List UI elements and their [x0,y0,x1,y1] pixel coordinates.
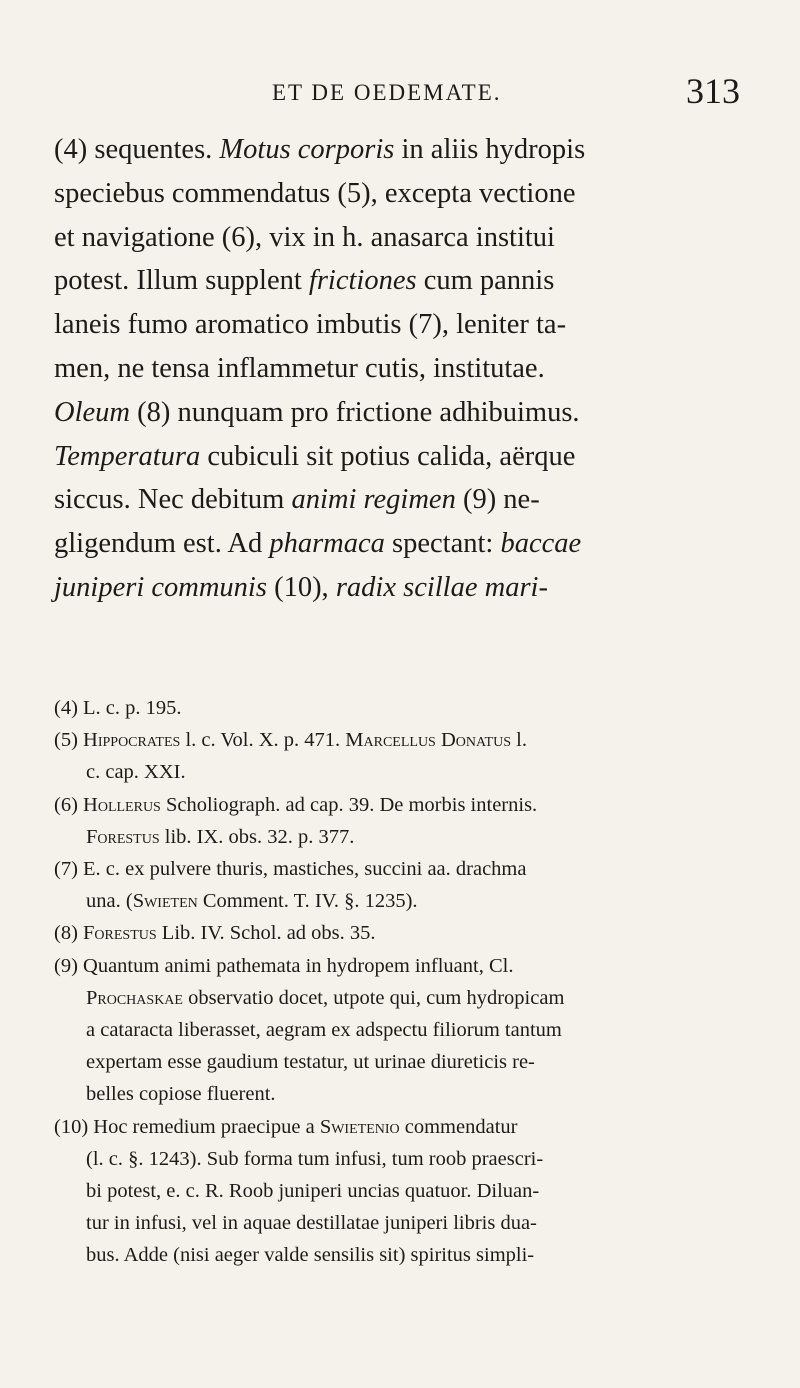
text-run: commendatur [399,1115,518,1138]
footnote-continuation [54,1046,744,1078]
italic-text: juniperi communis [54,571,267,603]
italic-text: Motus corporis [219,134,395,165]
text-run: cubiculi sit potius calida, aërque [200,440,576,472]
footnote-continuation [54,821,744,853]
main-text [54,128,742,610]
footnote-continuation [54,1207,744,1239]
text-line [54,216,742,260]
text-run: (4) L. c. p. 195. [54,697,182,719]
text-line [54,391,742,435]
italic-text: frictiones [308,265,417,297]
text-run: gligendum est. Ad [54,528,270,560]
footnote-continuation [54,982,744,1014]
footnote-continuation [54,1143,744,1175]
author-name: Marcellus Donatus [345,729,512,752]
text-line [54,522,742,566]
text-run: Comment. T. IV. §. 1235). [197,890,418,913]
footnote [54,692,744,724]
text-run: et navigatione (6), vix in h. anasarca institui [54,221,555,253]
footnote [54,789,744,821]
text-run: (5) [54,729,84,752]
text-run: speciebus commendatus (5), excepta vectione [54,177,576,209]
text-line [54,128,742,172]
text-run: (9) ne- [455,484,540,516]
footnotes [54,692,744,1272]
text-run: bus. Adde (nisi aeger valde sensilis sit) spiritus simpli- [86,1244,535,1267]
footnote [54,917,744,949]
text-run: siccus. Nec debitum [54,484,292,516]
footnote-continuation [54,1014,744,1046]
text-line [54,566,742,610]
text-run: laneis fumo aromatico imbutis (7), leniter ta- [54,309,567,341]
author-name: Forestus [86,825,160,848]
text-run: (10), [266,571,336,603]
text-run: a cataracta liberasset, aegram ex adspectu filiorum tantum [86,1019,562,1042]
text-line [54,259,742,303]
page-number: 313 [686,71,740,111]
author-name: Swieten [132,890,198,913]
text-run: lib. IX. obs. 32. p. 377. [159,825,355,848]
italic-text: radix scillae mari- [335,571,548,603]
text-run: Scholiograph. ad cap. 39. De morbis internis. [160,793,538,816]
text-run: (10) Hoc remedium praecipue a [54,1115,320,1138]
text-run: (8) [54,922,84,945]
text-run: observatio docet, utpote qui, cum hydropicam [182,986,565,1009]
footnote-continuation [54,756,744,788]
text-run: tur in infusi, vel in aquae destillatae juniperi libris dua- [86,1212,537,1235]
footnote [54,950,744,982]
text-line [54,347,742,391]
text-run: belles copiose fluerent. [86,1083,276,1106]
italic-text: Temperatura [54,440,201,472]
text-line [54,172,742,216]
text-run: potest. Illum supplent [54,265,309,297]
text-run: expertam esse gaudium testatur, ut urinae diureticis re- [86,1051,535,1074]
author-name: Prochaskae [86,986,183,1009]
text-line [54,435,742,479]
text-run: una. ( [86,890,133,913]
text-run: spectant: [384,528,501,560]
footnote-continuation [54,1239,744,1271]
italic-text: animi regimen [291,484,456,516]
footnote [54,724,744,756]
text-run: bi potest, e. c. R. Roob juniperi uncias quatuor. Diluan- [86,1180,540,1203]
text-run: (8) nunquam pro frictione adhibuimus. [129,396,580,428]
author-name: Forestus [83,922,157,945]
text-run: (7) E. c. ex pulvere thuris, mastiches, succini aa. drachma [54,858,527,881]
running-title: ET DE OEDEMATE. [272,80,502,105]
text-run: l. c. Vol. X. p. 471. [180,729,346,752]
footnote [54,853,744,885]
text-run: cum pannis [416,265,555,297]
footnote-continuation [54,1078,744,1110]
text-line [54,303,742,347]
author-name: Hippocrates [83,729,181,752]
italic-text: Oleum [54,396,130,428]
text-run: l. [511,729,527,752]
author-name: Hollerus [83,793,161,816]
italic-text: pharmaca [269,528,385,560]
text-run: (6) [54,793,84,816]
text-run: c. cap. XXI. [86,761,186,784]
author-name: Swietenio [319,1115,400,1138]
footnote-continuation [54,1175,744,1207]
text-run: (l. c. §. 1243). Sub forma tum infusi, tum roob praescri- [86,1147,544,1170]
text-run: (4) sequentes. [54,134,220,165]
text-run: men, ne tensa inflammetur cutis, institutae. [54,352,545,384]
footnote [54,1111,744,1143]
footnote-continuation [54,885,744,917]
text-run: Lib. IV. Schol. ad obs. 35. [156,922,376,945]
text-run: in aliis hydropis [394,134,586,165]
text-line [54,478,742,522]
text-run: (9) Quantum animi pathemata in hydropem influant, Cl. [54,954,514,977]
italic-text: baccae [500,528,582,560]
page-header [0,71,800,128]
